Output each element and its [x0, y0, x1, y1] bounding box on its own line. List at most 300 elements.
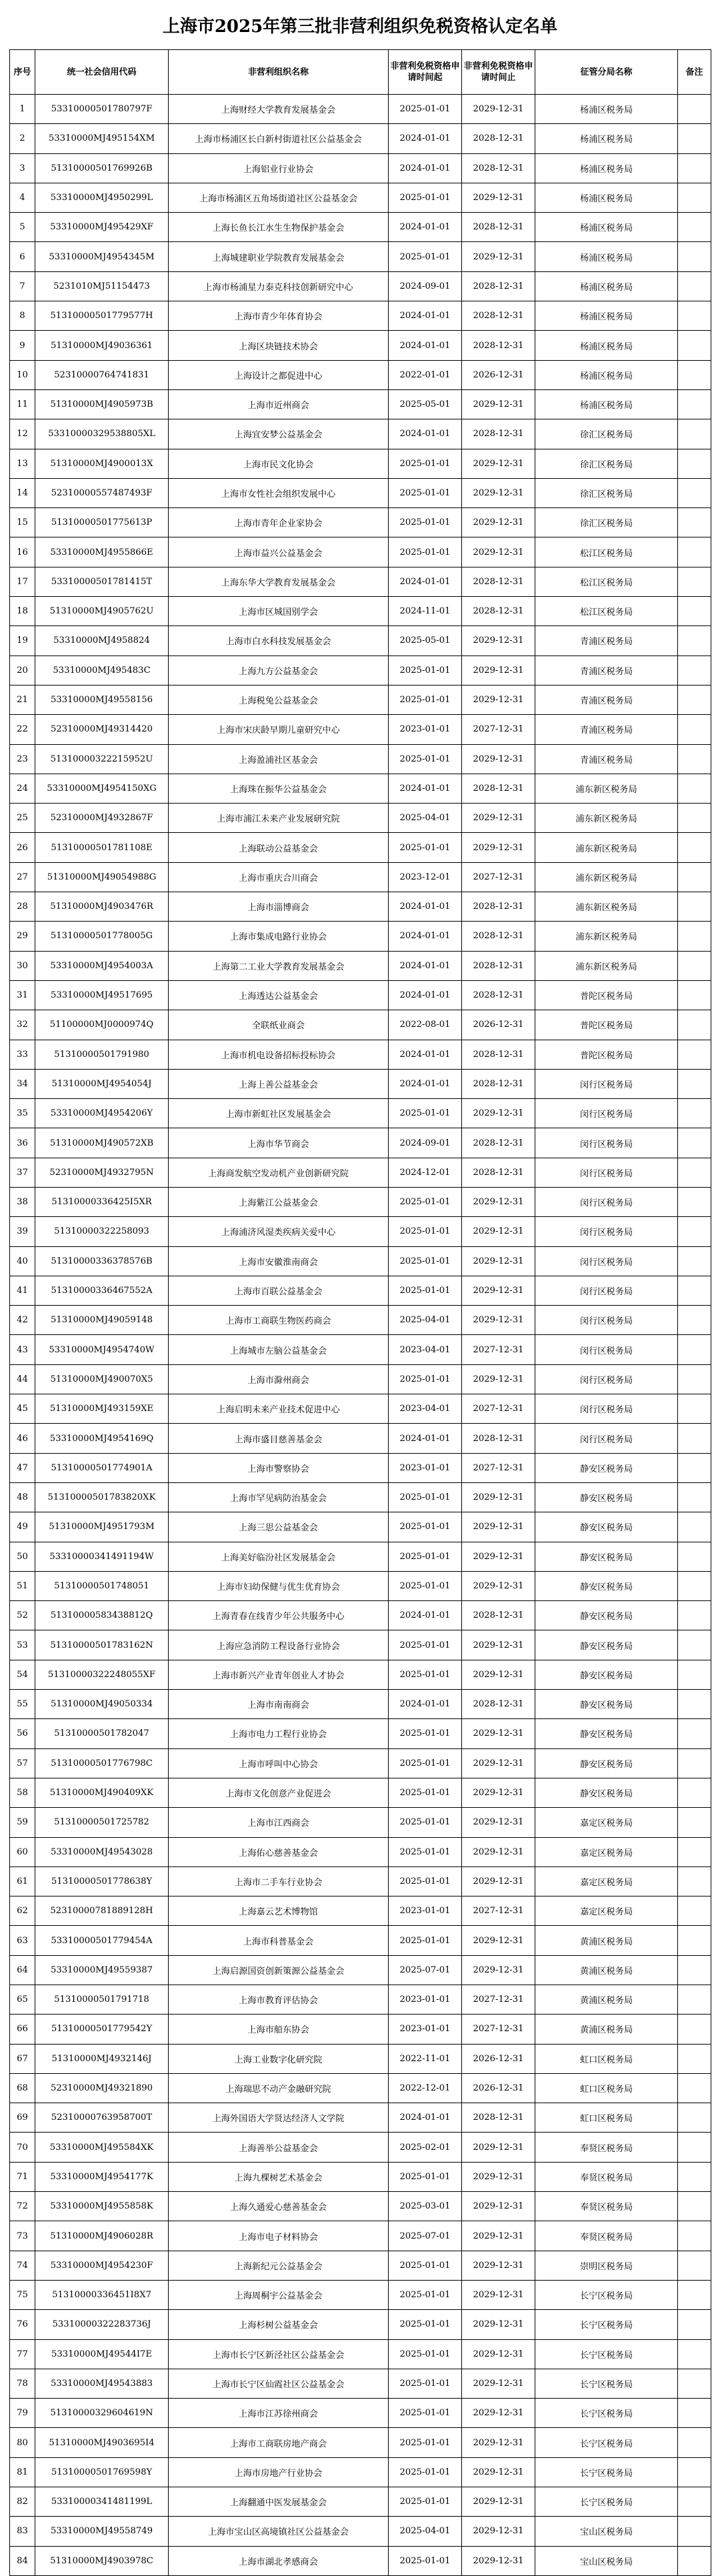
cell-credit-code: 53310000MJ4954345M — [35, 242, 169, 271]
cell-org-name: 上海美好临汾社区发展基金会 — [169, 1542, 389, 1571]
cell-seq: 67 — [10, 2044, 35, 2073]
cell-start-date: 2025-01-01 — [389, 1630, 462, 1660]
cell-org-name: 上海税兔公益基金会 — [169, 685, 389, 714]
cell-end-date: 2029-12-31 — [462, 2192, 535, 2221]
cell-seq: 55 — [10, 1690, 35, 1719]
table-row — [10, 1306, 711, 1335]
cell-note — [678, 389, 711, 419]
cell-end-date: 2029-12-31 — [462, 1660, 535, 1689]
cell-seq: 46 — [10, 1424, 35, 1453]
table-row — [10, 774, 711, 803]
table-row — [10, 951, 711, 980]
table-row — [10, 1955, 711, 1985]
cell-credit-code: 52310000MJ4932795N — [35, 1158, 169, 1187]
cell-org-name: 上海透达公益基金会 — [169, 980, 389, 1010]
cell-tax-office: 黄浦区税务局 — [535, 2015, 678, 2044]
cell-tax-office: 普陀区税务局 — [535, 980, 678, 1010]
cell-end-date: 2028-12-31 — [462, 1690, 535, 1719]
cell-end-date: 2029-12-31 — [462, 833, 535, 862]
table-row — [10, 1808, 711, 1837]
table-row — [10, 1896, 711, 1926]
cell-note — [678, 2399, 711, 2428]
cell-org-name: 上海长鱼长江水生生物保护基金会 — [169, 213, 389, 242]
cell-note — [678, 537, 711, 567]
cell-credit-code: 52310000MJ4932867F — [35, 804, 169, 833]
cell-org-name: 上海九棵树艺术基金会 — [169, 2162, 389, 2191]
cell-note — [678, 478, 711, 507]
cell-credit-code: 53310000MJ495429XF — [35, 213, 169, 242]
cell-credit-code: 53310000MJ49517695 — [35, 980, 169, 1010]
cell-tax-office: 嘉定区税务局 — [535, 1837, 678, 1866]
cell-credit-code: 51310000501774901A — [35, 1453, 169, 1482]
cell-seq: 82 — [10, 2487, 35, 2517]
cell-tax-office: 闵行区税务局 — [535, 1187, 678, 1216]
cell-credit-code: 51310000MJ4951793M — [35, 1512, 169, 1542]
cell-seq: 42 — [10, 1306, 35, 1335]
cell-end-date: 2029-12-31 — [462, 2133, 535, 2162]
cell-start-date: 2025-01-01 — [389, 1276, 462, 1305]
table-row — [10, 419, 711, 449]
cell-seq: 73 — [10, 2221, 35, 2251]
cell-tax-office: 浦东新区税务局 — [535, 892, 678, 922]
cell-note — [678, 153, 711, 183]
cell-credit-code: 51310000501769598Y — [35, 2457, 169, 2487]
cell-start-date: 2022-08-01 — [389, 1010, 462, 1040]
cell-credit-code: 53310000MJ495154XM — [35, 124, 169, 153]
cell-start-date: 2025-03-01 — [389, 2192, 462, 2221]
cell-end-date: 2028-12-31 — [462, 213, 535, 242]
cell-org-name: 上海珠在振华公益基金会 — [169, 774, 389, 803]
cell-tax-office: 杨浦区税务局 — [535, 95, 678, 124]
cell-org-name: 上海三思公益基金会 — [169, 1512, 389, 1542]
cell-tax-office: 闵行区税务局 — [535, 1306, 678, 1335]
cell-credit-code: 52310000557487493F — [35, 478, 169, 507]
cell-credit-code: 53310000MJ49558749 — [35, 2517, 169, 2546]
cell-note — [678, 2162, 711, 2191]
cell-end-date: 2029-12-31 — [462, 626, 535, 656]
cell-start-date: 2025-01-01 — [389, 2369, 462, 2398]
table-row — [10, 1099, 711, 1128]
cell-note — [678, 1660, 711, 1689]
cell-start-date: 2024-01-01 — [389, 2103, 462, 2133]
cell-org-name: 上海市青少年体育协会 — [169, 301, 389, 331]
cell-tax-office: 静安区税务局 — [535, 1748, 678, 1778]
cell-org-name: 上海市益兴公益基金会 — [169, 537, 389, 567]
table-row — [10, 1748, 711, 1778]
cell-seq: 13 — [10, 449, 35, 478]
cell-seq: 58 — [10, 1778, 35, 1807]
cell-end-date: 2028-12-31 — [462, 301, 535, 331]
cell-start-date: 2024-11-01 — [389, 597, 462, 626]
cell-credit-code: 53310000501780797F — [35, 95, 169, 124]
cell-tax-office: 普陀区税务局 — [535, 1040, 678, 1069]
table-row — [10, 2399, 711, 2428]
cell-end-date: 2029-12-31 — [462, 1099, 535, 1128]
cell-note — [678, 744, 711, 774]
table-row — [10, 360, 711, 389]
table-row — [10, 2339, 711, 2369]
cell-org-name: 上海市百联公益基金会 — [169, 1276, 389, 1305]
cell-tax-office: 静安区税务局 — [535, 1482, 678, 1512]
cell-credit-code: 51310000MJ4905762U — [35, 597, 169, 626]
cell-end-date: 2029-12-31 — [462, 1482, 535, 1512]
table-body — [10, 95, 711, 2576]
cell-credit-code: 53310000MJ49544I7E — [35, 2339, 169, 2369]
cell-seq: 9 — [10, 331, 35, 360]
table-header — [10, 50, 711, 95]
cell-start-date: 2024-01-01 — [389, 951, 462, 980]
cell-tax-office: 长宁区税务局 — [535, 2428, 678, 2457]
table-row — [10, 2428, 711, 2457]
cell-seq: 41 — [10, 1276, 35, 1305]
cell-end-date: 2028-12-31 — [462, 980, 535, 1010]
cell-start-date: 2025-04-01 — [389, 1306, 462, 1335]
cell-note — [678, 1542, 711, 1571]
cell-tax-office: 徐汇区税务局 — [535, 449, 678, 478]
cell-end-date: 2028-12-31 — [462, 597, 535, 626]
cell-start-date: 2023-01-01 — [389, 1896, 462, 1926]
cell-start-date: 2025-01-01 — [389, 1748, 462, 1778]
cell-note — [678, 1601, 711, 1630]
cell-start-date: 2024-01-01 — [389, 301, 462, 331]
cell-org-name: 上海嘉云艺术博物馆 — [169, 1896, 389, 1926]
cell-org-name: 上海佑心慈善基金会 — [169, 1837, 389, 1866]
cell-credit-code: 53310000MJ4954230F — [35, 2251, 169, 2280]
cell-tax-office: 闵行区税务局 — [535, 1424, 678, 1453]
table-row — [10, 537, 711, 567]
cell-note — [678, 1837, 711, 1866]
cell-credit-code: 53310000MJ4954169Q — [35, 1424, 169, 1453]
table-row — [10, 2192, 711, 2221]
cell-tax-office: 闵行区税务局 — [535, 1276, 678, 1305]
table-row — [10, 715, 711, 744]
cell-tax-office: 杨浦区税务局 — [535, 389, 678, 419]
cell-start-date: 2025-01-01 — [389, 449, 462, 478]
cell-start-date: 2025-01-01 — [389, 2428, 462, 2457]
cell-end-date: 2029-12-31 — [462, 1364, 535, 1394]
cell-credit-code: 53310000MJ4954003A — [35, 951, 169, 980]
cell-start-date: 2024-01-01 — [389, 922, 462, 951]
cell-seq: 16 — [10, 537, 35, 567]
cell-note — [678, 1040, 711, 1069]
cell-end-date: 2029-12-31 — [462, 2310, 535, 2339]
table-row — [10, 685, 711, 714]
cell-org-name: 上海市淄博商会 — [169, 892, 389, 922]
cell-end-date: 2029-12-31 — [462, 2428, 535, 2457]
cell-start-date: 2025-01-01 — [389, 2546, 462, 2575]
cell-credit-code: 51310000MJ490409XK — [35, 1778, 169, 1807]
cell-note — [678, 1808, 711, 1837]
cell-credit-code: 53310000MJ4958824 — [35, 626, 169, 656]
cell-tax-office: 虹口区税务局 — [535, 2103, 678, 2133]
cell-note — [678, 2280, 711, 2309]
cell-note — [678, 508, 711, 537]
cell-org-name: 上海市青年企业家协会 — [169, 508, 389, 537]
cell-start-date: 2025-01-01 — [389, 537, 462, 567]
cell-seq: 43 — [10, 1335, 35, 1364]
header-end-date: 非营利免税资格申请时间止 — [462, 50, 535, 95]
cell-tax-office: 长宁区税务局 — [535, 2399, 678, 2428]
cell-org-name: 全联纸业商会 — [169, 1010, 389, 1040]
cell-tax-office: 闵行区税务局 — [535, 1069, 678, 1098]
cell-note — [678, 2221, 711, 2251]
cell-end-date: 2029-12-31 — [462, 2369, 535, 2398]
cell-note — [678, 1187, 711, 1216]
cell-note — [678, 419, 711, 449]
cell-seq: 22 — [10, 715, 35, 744]
table-row — [10, 1158, 711, 1187]
table-row — [10, 213, 711, 242]
cell-start-date: 2025-01-01 — [389, 478, 462, 507]
cell-tax-office: 徐汇区税务局 — [535, 508, 678, 537]
cell-note — [678, 1482, 711, 1512]
cell-tax-office: 浦东新区税务局 — [535, 804, 678, 833]
cell-seq: 62 — [10, 1896, 35, 1926]
cell-start-date: 2025-01-01 — [389, 2487, 462, 2517]
cell-tax-office: 长宁区税务局 — [535, 2339, 678, 2369]
cell-tax-office: 静安区税务局 — [535, 1778, 678, 1807]
cell-org-name: 上海外国语大学贤达经济人文学院 — [169, 2103, 389, 2133]
cell-start-date: 2025-01-01 — [389, 1482, 462, 1512]
cell-note — [678, 892, 711, 922]
cell-tax-office: 普陀区税务局 — [535, 1010, 678, 1040]
cell-start-date: 2024-01-01 — [389, 153, 462, 183]
cell-org-name: 上海市集成电路行业协会 — [169, 922, 389, 951]
cell-credit-code: 51310000501779577H — [35, 301, 169, 331]
cell-tax-office: 徐汇区税务局 — [535, 419, 678, 449]
cell-credit-code: 51310000501791718 — [35, 1985, 169, 2015]
cell-tax-office: 松江区税务局 — [535, 597, 678, 626]
cell-seq: 30 — [10, 951, 35, 980]
cell-org-name: 上海宜安梦公益基金会 — [169, 419, 389, 449]
cell-start-date: 2025-01-01 — [389, 1719, 462, 1748]
cell-end-date: 2027-12-31 — [462, 1394, 535, 1424]
table-row — [10, 2369, 711, 2398]
cell-seq: 60 — [10, 1837, 35, 1866]
cell-note — [678, 2457, 711, 2487]
cell-start-date: 2025-01-01 — [389, 1246, 462, 1276]
cell-tax-office: 长宁区税务局 — [535, 2310, 678, 2339]
cell-tax-office: 奉贤区税务局 — [535, 2221, 678, 2251]
cell-end-date: 2028-12-31 — [462, 271, 535, 301]
table-row — [10, 597, 711, 626]
cell-tax-office: 闵行区税务局 — [535, 1246, 678, 1276]
cell-org-name: 上海市文化创意产业促进会 — [169, 1778, 389, 1807]
table-row — [10, 1571, 711, 1600]
cell-end-date: 2029-12-31 — [462, 537, 535, 567]
cell-seq: 53 — [10, 1630, 35, 1660]
cell-credit-code: 53310000MJ4955858K — [35, 2192, 169, 2221]
cell-end-date: 2029-12-31 — [462, 1542, 535, 1571]
cell-end-date: 2027-12-31 — [462, 1985, 535, 2015]
cell-note — [678, 2073, 711, 2103]
cell-start-date: 2024-01-01 — [389, 892, 462, 922]
cell-tax-office: 浦东新区税务局 — [535, 833, 678, 862]
cell-start-date: 2025-04-01 — [389, 2517, 462, 2546]
cell-seq: 39 — [10, 1217, 35, 1246]
table-row — [10, 2310, 711, 2339]
cell-end-date: 2029-12-31 — [462, 2457, 535, 2487]
table-row — [10, 744, 711, 774]
cell-credit-code: 52310000781889128H — [35, 1896, 169, 1926]
cell-note — [678, 804, 711, 833]
cell-end-date: 2028-12-31 — [462, 419, 535, 449]
table-row — [10, 1335, 711, 1364]
table-row — [10, 449, 711, 478]
cell-note — [678, 1424, 711, 1453]
cell-note — [678, 774, 711, 803]
cell-start-date: 2025-01-01 — [389, 1837, 462, 1866]
cell-note — [678, 1364, 711, 1394]
table-row — [10, 567, 711, 596]
cell-org-name: 上海区块链技术协会 — [169, 331, 389, 360]
cell-end-date: 2028-12-31 — [462, 922, 535, 951]
cell-note — [678, 1571, 711, 1600]
cell-tax-office: 杨浦区税务局 — [535, 242, 678, 271]
table-row — [10, 95, 711, 124]
cell-credit-code: 51310000MJ4903695I4 — [35, 2428, 169, 2457]
cell-start-date: 2025-01-01 — [389, 2251, 462, 2280]
cell-tax-office: 松江区税务局 — [535, 567, 678, 596]
cell-org-name: 上海盈浦社区基金会 — [169, 744, 389, 774]
table-row — [10, 922, 711, 951]
cell-seq: 50 — [10, 1542, 35, 1571]
cell-end-date: 2029-12-31 — [462, 1778, 535, 1807]
cell-org-name: 上海市机电设备招标投标协会 — [169, 1040, 389, 1069]
cell-start-date: 2023-01-01 — [389, 715, 462, 744]
cell-org-name: 上海市盛目慈善基金会 — [169, 1424, 389, 1453]
cell-end-date: 2029-12-31 — [462, 1246, 535, 1276]
cell-credit-code: 51310000501778638Y — [35, 1866, 169, 1896]
cell-note — [678, 124, 711, 153]
table-row — [10, 2044, 711, 2073]
table-row — [10, 1482, 711, 1512]
cell-start-date: 2025-01-01 — [389, 1926, 462, 1955]
cell-note — [678, 2339, 711, 2369]
cell-credit-code: 53310000MJ4954177K — [35, 2162, 169, 2191]
cell-start-date: 2025-01-01 — [389, 242, 462, 271]
cell-end-date: 2029-12-31 — [462, 685, 535, 714]
cell-tax-office: 长宁区税务局 — [535, 2280, 678, 2309]
cell-seq: 15 — [10, 508, 35, 537]
cell-tax-office: 杨浦区税务局 — [535, 301, 678, 331]
cell-seq: 27 — [10, 862, 35, 892]
cell-org-name: 上海市二手车行业协会 — [169, 1866, 389, 1896]
cell-note — [678, 922, 711, 951]
cell-org-name: 上海市南南商会 — [169, 1690, 389, 1719]
cell-credit-code: 53310000501781415T — [35, 567, 169, 596]
cell-credit-code: 52310000763958700T — [35, 2103, 169, 2133]
cell-end-date: 2029-12-31 — [462, 2339, 535, 2369]
cell-org-name: 上海市新虹社区发展基金会 — [169, 1099, 389, 1128]
cell-start-date: 2024-01-01 — [389, 774, 462, 803]
cell-end-date: 2028-12-31 — [462, 124, 535, 153]
cell-note — [678, 1335, 711, 1364]
cell-note — [678, 242, 711, 271]
cell-note — [678, 2192, 711, 2221]
cell-seq: 34 — [10, 1069, 35, 1098]
cell-org-name: 上海市安徽淮南商会 — [169, 1246, 389, 1276]
cell-start-date: 2024-01-01 — [389, 419, 462, 449]
cell-note — [678, 656, 711, 685]
cell-seq: 24 — [10, 774, 35, 803]
cell-note — [678, 2133, 711, 2162]
cell-seq: 14 — [10, 478, 35, 507]
cell-seq: 23 — [10, 744, 35, 774]
cell-credit-code: 51310000MJ493159XE — [35, 1394, 169, 1424]
cell-org-name: 上海市浦江未来产业发展研究院 — [169, 804, 389, 833]
cell-note — [678, 360, 711, 389]
cell-end-date: 2029-12-31 — [462, 2162, 535, 2191]
cell-seq: 70 — [10, 2133, 35, 2162]
cell-credit-code: 51310000MJ4905973B — [35, 389, 169, 419]
cell-note — [678, 1512, 711, 1542]
cell-start-date: 2024-09-01 — [389, 271, 462, 301]
cell-tax-office: 嘉定区税务局 — [535, 1896, 678, 1926]
cell-seq: 36 — [10, 1128, 35, 1158]
cell-seq: 3 — [10, 153, 35, 183]
cell-credit-code: 51310000501783820XK — [35, 1482, 169, 1512]
cell-note — [678, 1719, 711, 1748]
table-row — [10, 1246, 711, 1276]
table-row — [10, 626, 711, 656]
table-row — [10, 1690, 711, 1719]
cell-org-name: 上海新纪元公益基金会 — [169, 2251, 389, 2280]
cell-end-date: 2028-12-31 — [462, 153, 535, 183]
cell-seq: 51 — [10, 1571, 35, 1600]
cell-start-date: 2025-01-01 — [389, 1512, 462, 1542]
cell-start-date: 2025-05-01 — [389, 389, 462, 419]
cell-org-name: 上海九方公益基金会 — [169, 656, 389, 685]
table-row — [10, 2251, 711, 2280]
cell-end-date: 2029-12-31 — [462, 1306, 535, 1335]
table-row — [10, 892, 711, 922]
cell-org-name: 上海市新兴产业青年创业人才协会 — [169, 1660, 389, 1689]
cell-seq: 45 — [10, 1394, 35, 1424]
cell-note — [678, 2015, 711, 2044]
cell-end-date: 2028-12-31 — [462, 951, 535, 980]
cell-tax-office: 闵行区税务局 — [535, 1099, 678, 1128]
table-row — [10, 1217, 711, 1246]
cell-start-date: 2023-01-01 — [389, 1453, 462, 1482]
cell-org-name: 上海杉树公益基金会 — [169, 2310, 389, 2339]
cell-credit-code: 51310000501778005G — [35, 922, 169, 951]
cell-start-date: 2024-01-01 — [389, 124, 462, 153]
cell-credit-code: 53310000MJ49543028 — [35, 1837, 169, 1866]
cell-credit-code: 51310000MJ4954054J — [35, 1069, 169, 1098]
cell-seq: 72 — [10, 2192, 35, 2221]
cell-start-date: 2025-01-01 — [389, 1542, 462, 1571]
cell-credit-code: 51310000MJ49050334 — [35, 1690, 169, 1719]
cell-start-date: 2025-01-01 — [389, 656, 462, 685]
cell-credit-code: 53310000341481199L — [35, 2487, 169, 2517]
cell-credit-code: 53310000MJ4954150XG — [35, 774, 169, 803]
cell-org-name: 上海第二工业大学教育发展基金会 — [169, 951, 389, 980]
cell-end-date: 2029-12-31 — [462, 242, 535, 271]
cell-credit-code: 51310000322215952U — [35, 744, 169, 774]
cell-org-name: 上海市近州商会 — [169, 389, 389, 419]
table-row — [10, 1926, 711, 1955]
cell-tax-office: 静安区税务局 — [535, 1601, 678, 1630]
cell-end-date: 2029-12-31 — [462, 95, 535, 124]
cell-org-name: 上海设计之都促进中心 — [169, 360, 389, 389]
cell-tax-office: 虹口区税务局 — [535, 2044, 678, 2073]
cell-seq: 81 — [10, 2457, 35, 2487]
cell-note — [678, 1630, 711, 1660]
cell-org-name: 上海市宝山区高境镇社区公益基金会 — [169, 2517, 389, 2546]
cell-note — [678, 1069, 711, 1098]
cell-seq: 5 — [10, 213, 35, 242]
